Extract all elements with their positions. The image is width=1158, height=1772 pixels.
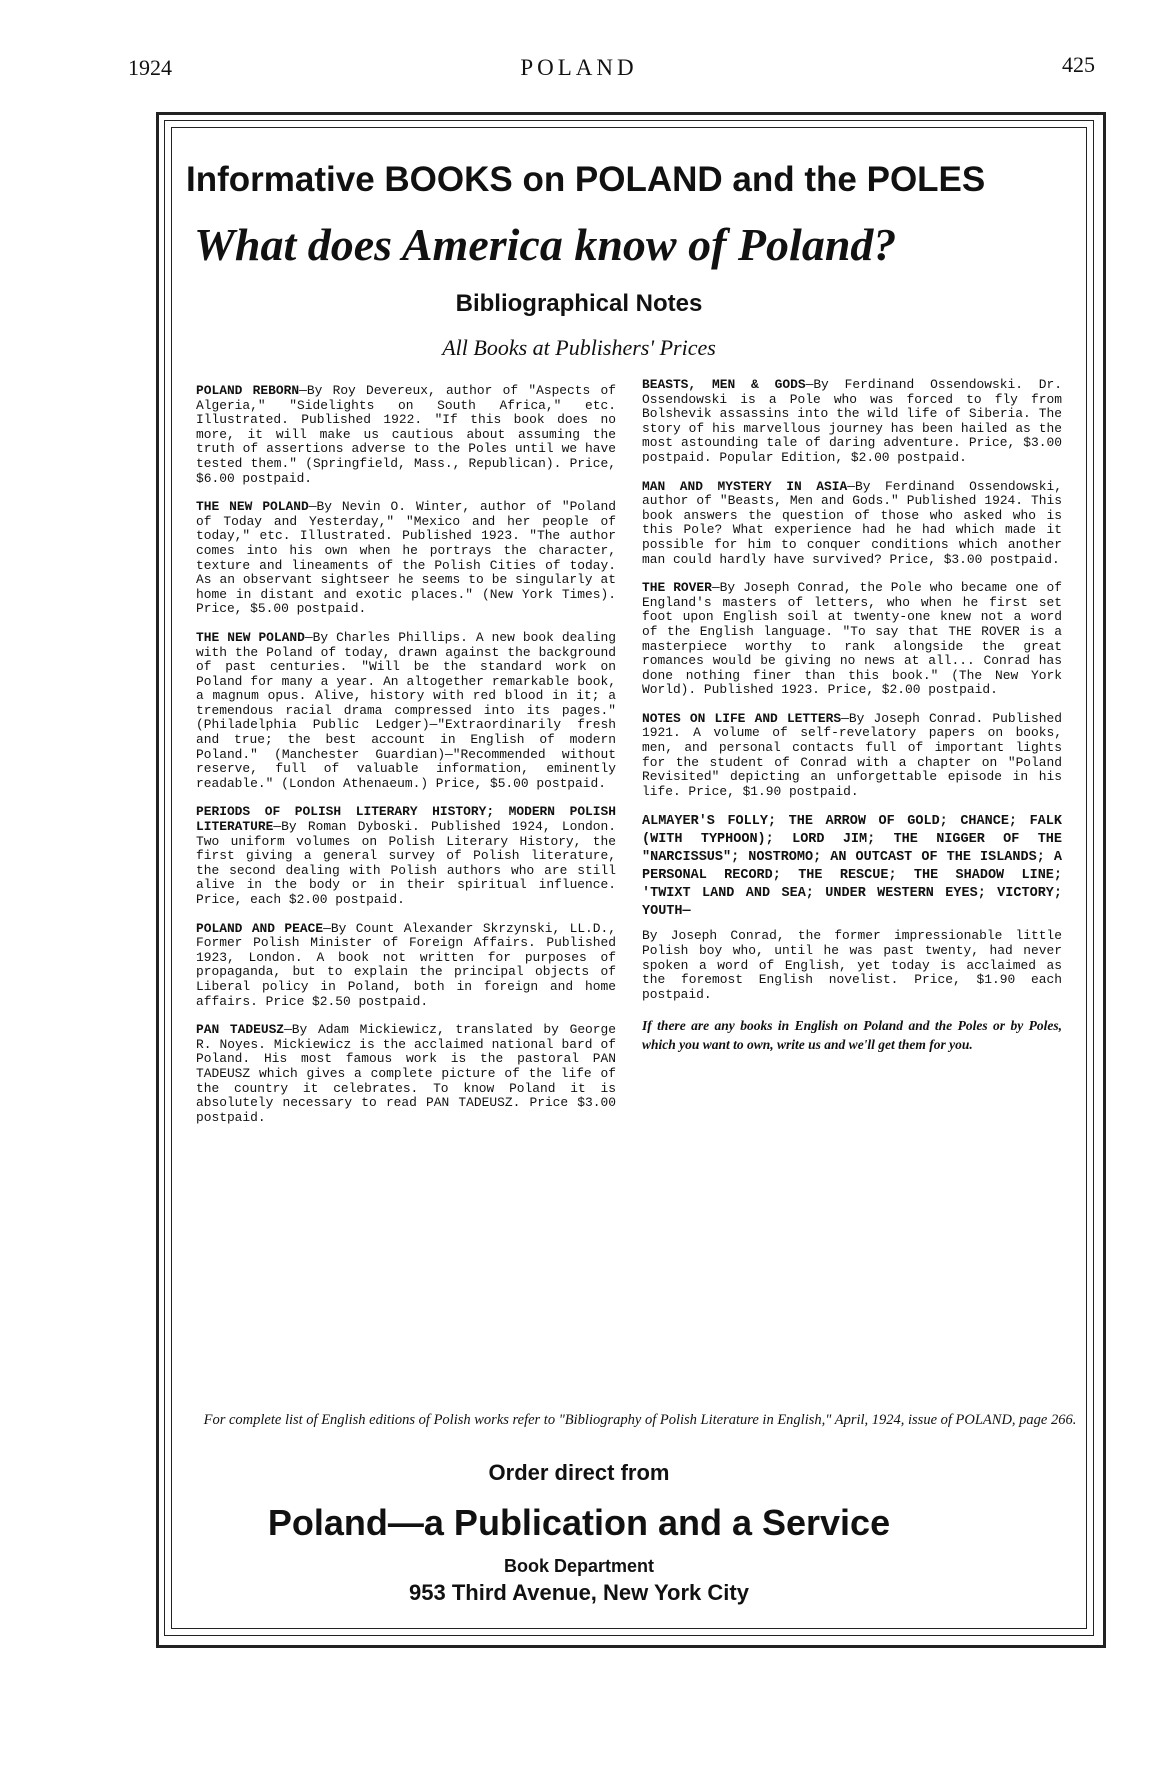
book-description: —By Nevin O. Winter, author of "Poland of Today and Yesterday," "Mexico and her people of today," etc. Illustrated. Published 1923. "The author comes into his own when he portrays the character, texture and lineaments of the Polish Cities of today. As an observant sightseer he seems to be singularly at home in distant and exotic places." (New York Times). Price, $5.00 postpaid.	[196, 499, 616, 617]
bibliography-footnote: For complete list of English editions of Polish works refer to "Bibliography of Polish Literature in English," April, 1924, issue of POLAND, page 266.	[203, 1412, 1077, 1428]
running-title: POLAND	[520, 55, 638, 80]
book-title: THE ROVER	[642, 580, 712, 596]
book-description: —By Adam Mickiewicz, translated by George R. Noyes. Mickiewicz is the acclaimed national bard of Poland. His most famous work is the pastoral PAN TADEUSZ which gives a complete picture of the life of the country it celebrates. To know Poland it is absolutely necessary to read PAN TADEUSZ. Price $3.00 postpaid.	[196, 1022, 617, 1125]
request-note: If there are any books in English on Poland and the Poles or by Poles, which you want to own, write us and we'll get them for you.	[642, 1018, 1062, 1053]
book-description: —By Charles Phillips. A new book dealing with the Poland of today, drawn against the background of past centuries. "Will be the standard work on Poland for many a year. An altogether remarkable book, a magnum opus. Alive, history with red blood in it; a tremendous racial drama compressed into its pages." (Philadelphia Public Ledger)—"Extraordinarily fresh and true; the best account in English of modern Poland." (Manchester Guardian)—"Recommended without reserve, full of valuable information, eminently readable." (London Athenaeum.) Price, $5.00 postpaid.	[196, 629, 616, 791]
book-title: PAN TADEUSZ	[196, 1022, 285, 1038]
book-title: POLAND AND PEACE	[196, 920, 324, 936]
publisher-address: 953 Third Avenue, New York City	[409, 1580, 749, 1605]
prices-note: All Books at Publishers' Prices	[442, 335, 716, 360]
page-number: 425	[1062, 52, 1095, 77]
book-title: BEASTS, MEN & GODS	[642, 377, 806, 392]
ad-headline: Informative BOOKS on POLAND and the POLES	[186, 160, 986, 199]
book-title: POLAND REBORN	[196, 383, 300, 398]
book-title: MAN AND MYSTERY IN ASIA	[642, 478, 848, 494]
book-title: THE NEW POLAND	[196, 629, 305, 645]
ad-tagline: What does America know of Poland?	[194, 219, 897, 270]
book-description: —By Ferdinand Ossendowski. Dr. Ossendowski is a Pole who was forced to fly from Bolshevik assassins into the wild life of Siberia. The story of his marvellous journey has been hailed as the most astounding tale of daring adventure. Price, $3.00 postpaid. Popular Edition, $2.00 postpaid.	[642, 377, 1062, 465]
book-title: THE NEW POLAND	[196, 499, 309, 515]
book-description: —By Joseph Conrad. Published 1921. A volume of self-revelatory papers on books, men, and personal contacts full of important lights for the student of Conrad with a chapter on "Poland Revisited" depicting an unforgettable episode in his life. Price, $1.90 postpaid.	[642, 710, 1062, 799]
book-entry	[196, 1023, 616, 1125]
book-entry	[196, 805, 616, 907]
book-title: NOTES ON LIFE AND LETTERS	[642, 710, 842, 726]
page-year: 1924	[128, 55, 172, 80]
book-entry	[196, 631, 616, 792]
publisher-name: Poland—a Publication and a Service	[267, 1502, 891, 1543]
book-description: —By Joseph Conrad, the Pole who became one of England's masters of letters, who when he first set foot upon English soil at twenty-one knew not a word of the English language. "To say that THE ROVER is a masterpiece worthy to rank alongside the great romances would be giving no news at all... Conrad has done nothing finer than this book." (The New York World). Published 1923. Price, $2.00 postpaid.	[642, 580, 1062, 698]
book-entry	[196, 500, 616, 617]
order-line: Order direct from	[488, 1460, 670, 1485]
department-name: Book Department	[503, 1556, 655, 1576]
book-title: ALMAYER'S FOLLY; THE ARROW OF GOLD; CHANCE; FALK (WITH TYPHOON); LORD JIM; THE NIGGER OF THE "NARCISSUS"; NOSTROMO; AN OUTCAST OF THE ISLANDS; A PERSONAL RECORD; THE RESCUE; THE SHADOW LINE; 'TWIXT LAND AND SEA; UNDER WESTERN EYES; VICTORY; YOUTH—	[642, 814, 1062, 920]
book-description: —By Roman Dyboski. Published 1924, London. Two uniform volumes on Polish Literary History, the first giving a general survey of Polish literature, the second dealing with Polish authors who are still alive in the body or in their spiritual influence. Price, each $2.00 postpaid.	[196, 819, 616, 907]
book-entry	[642, 712, 1062, 800]
book-description: —By Count Alexander Skrzynski, LL.D., Former Polish Minister of Foreign Affairs. Published 1923, London. A book not written for purposes of propaganda, but to explain the principal objects of Liberal policy in Poland, both in foreign and home affairs. Price $2.50 postpaid.	[196, 920, 616, 1009]
conrad-titles-list	[642, 813, 1062, 921]
book-entry	[196, 384, 616, 486]
book-description: —By Ferdinand Ossendowski, author of "Beasts, Men and Gods." Published 1924. This book answers the question of those who asked who is this Pole? What experience had he had which made it possible for him to conquer conditions which another man could hardly have survived? Price, $3.00 postpaid.	[642, 478, 1062, 567]
bibliographical-notes-heading: Bibliographical Notes	[455, 290, 703, 317]
book-entry	[642, 378, 1062, 466]
right-column	[642, 378, 1062, 1068]
book-entry	[642, 480, 1062, 568]
book-description: By Joseph Conrad, the former impressionable little Polish boy who, until he was past twenty, had never spoken a word of English, yet today is acclaimed as the foremost English novelist. Price, $1.90 each postpaid.	[642, 928, 1062, 1002]
book-description: —By Roy Devereux, author of "Aspects of Algeria," "Sidelights on South Africa," etc. Illustrated. Published 1922. "If this book does no more, it will make us cautious about assuming the truth of assertions adverse to the Poles until we have tested them." (Springfield, Mass., Republican). Price, $6.00 postpaid.	[196, 383, 616, 486]
book-title: PERIODS OF POLISH LITERARY HISTORY; MODERN POLISH LITERATURE	[196, 804, 616, 835]
conrad-description	[642, 929, 1062, 1002]
left-column	[196, 384, 616, 1139]
book-entry	[196, 922, 616, 1010]
book-entry	[642, 581, 1062, 698]
